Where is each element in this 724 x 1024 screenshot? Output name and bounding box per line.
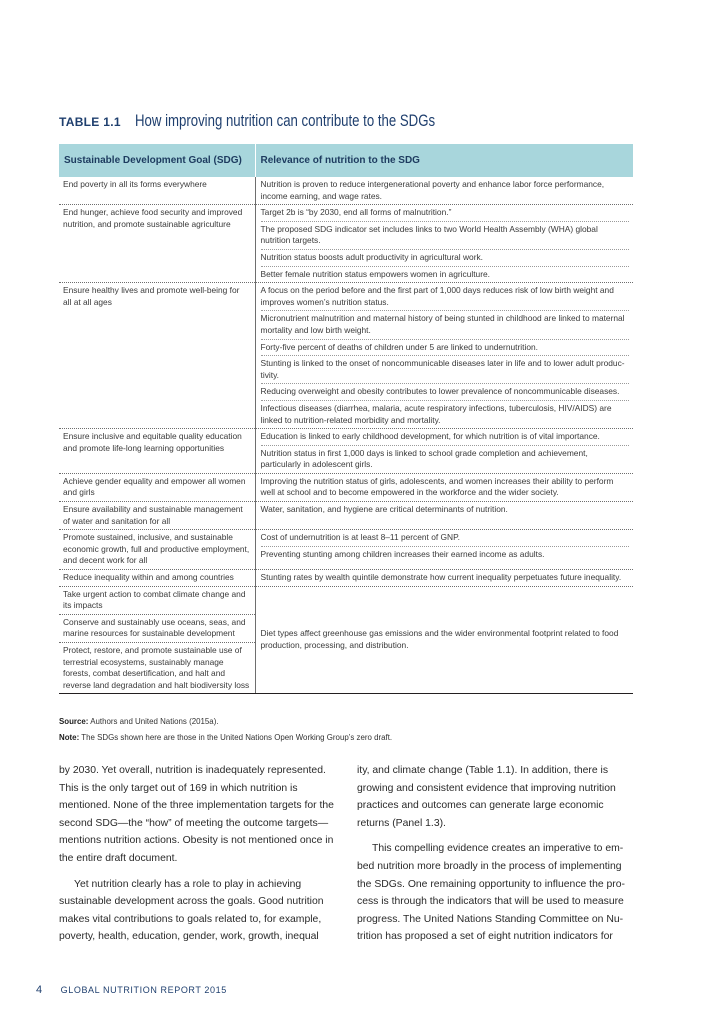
relevance-cell — [255, 570, 633, 587]
goal-cell: Ensure healthy lives and promote well-being for all at all ages — [59, 283, 255, 429]
table-row — [59, 586, 633, 614]
relevance-item: Water, sanitation, and hygiene are critical determinants of nutrition. — [260, 504, 508, 515]
table-row — [59, 429, 633, 474]
col-header-relevance: Relevance of nutrition to the SDG — [255, 144, 633, 177]
relevance-cell — [255, 283, 633, 429]
goal-cell: End hunger, achieve food security and improved nutrition, and promote sustainable agriculture — [59, 205, 255, 283]
table-row — [59, 473, 633, 501]
goal-cell: Protect, restore, and promote sustainable use of terrestrial ecosystems, sustainably manage forests, combat desertification, and halt and reverse land degradation and halt biodiversity loss — [59, 643, 255, 694]
relevance-item: Preventing stunting among children increases their earned income as adults. — [260, 548, 545, 559]
note-text: The SDGs shown here are those in the United Nations Open Working Group’s zero draft. — [79, 732, 393, 742]
relevance-item: Education is linked to early childhood development, for which nutrition is of vital importance. — [261, 429, 630, 446]
relevance-cell — [255, 177, 633, 205]
relevance-item: Stunting is linked to the onset of noncommunicable diseases later in life and to lower adult productivity. — [261, 356, 630, 384]
goal-cell: Promote sustained, inclusive, and sustainable economic growth, full and productive employment, and decent work for all — [59, 530, 255, 570]
table-bottom-rule — [59, 693, 633, 694]
relevance-item: Diet types affect greenhouse gas emissions and the wider environmental footprint related to food production, processing, and distribution. — [260, 628, 619, 650]
report-name: GLOBAL NUTRITION REPORT 2015 — [60, 985, 227, 995]
relevance-cell — [255, 205, 633, 283]
relevance-cell — [255, 473, 633, 501]
goal-cell: Conserve and sustainably use oceans, seas, and marine resources for sustainable development — [59, 614, 255, 642]
body-paragraph: Yet nutrition clearly has a role to play in achieving sustainable development across the goals. Good nutrition makes vital contributions to goals related to, for example, poverty, health, education, gender, work, growth, inequal — [59, 878, 324, 943]
relevance-item: Cost of undernutrition is at least 8–11 percent of GNP. — [261, 530, 630, 547]
table-header-row — [59, 144, 633, 177]
body-column-right — [357, 762, 633, 954]
body-paragraph: ity, and climate change (Table 1.1). In addition, there is growing and consistent evidence that improving nutrition practices and outcomes can generate large economic returns (Panel 1.3). — [357, 765, 616, 829]
table-label: TABLE 1.1 — [59, 115, 121, 129]
goal-cell: End poverty in all its forms everywhere — [59, 177, 255, 205]
relevance-item: Reducing overweight and obesity contributes to lower prevalence of noncommunicable diseases. — [261, 384, 630, 401]
body-paragraph: This compelling evidence creates an imperative to embed nutrition more broadly in the process of implementing the SDGs. One remaining opportunity to influence the process is through the indicators that will be used to measure progress. The United Nations Standing Committee on Nutrition has proposed a set of eight nutrition indicators for — [357, 843, 626, 943]
table-title — [59, 112, 659, 131]
relevance-item: Micronutrient malnutrition and maternal history of being stunted in childhood are linked to maternal mortality and low birth weight. — [261, 311, 630, 339]
relevance-item: Stunting rates by wealth quintile demonstrate how current inequality perpetuates future inequality. — [260, 572, 622, 583]
relevance-item: Target 2b is “by 2030, end all forms of malnutrition.” — [261, 205, 630, 222]
relevance-cell — [255, 502, 633, 530]
note — [59, 732, 593, 742]
table-row — [59, 205, 633, 283]
body-paragraph: by 2030. Yet overall, nutrition is inadequately represented. This is the only target out of 169 in which nutrition is mentioned. None of the three implementation targets for the second SDG—the “how” of meeting the outcome targets—mentions nutrition actions. Obesity is not mentioned once in the entire draft document. — [59, 765, 334, 864]
source-text: Authors and United Nations (2015a). — [88, 716, 219, 726]
relevance-item: The proposed SDG indicator set includes links to two World Health Assembly (WHA) global nutrition targets. — [261, 222, 630, 250]
source-note — [59, 716, 593, 726]
relevance-item: Nutrition status boosts adult productivity in agricultural work. — [261, 250, 630, 267]
relevance-item: Nutrition is proven to reduce intergenerational poverty and enhance labor force performance, income earning, and wage rates. — [260, 179, 605, 201]
goal-cell: Reduce inequality within and among countries — [59, 570, 255, 587]
table-row — [59, 283, 633, 429]
relevance-cell — [255, 586, 633, 693]
goal-cell: Achieve gender equality and empower all women and girls — [59, 473, 255, 501]
body-column-left — [59, 762, 335, 954]
goal-cell: Ensure availability and sustainable management of water and sanitation for all — [59, 502, 255, 530]
table-row — [59, 530, 633, 570]
goal-cell: Ensure inclusive and equitable quality education and promote life-long learning opportunities — [59, 429, 255, 474]
table-row — [59, 177, 633, 205]
sdg-table — [59, 144, 633, 694]
relevance-item: Nutrition status in first 1,000 days is linked to school grade completion and achievement, particularly in adolescent girls. — [260, 447, 588, 470]
source-label: Source: — [59, 716, 89, 726]
relevance-item: Infectious diseases (diarrhea, malaria, acute respiratory infections, tuberculosis, HIV/AIDS) are linked to nutrition-related morbidity and mortality. — [260, 402, 612, 425]
note-label: Note: — [59, 732, 80, 742]
col-header-goal: Sustainable Development Goal (SDG) — [59, 144, 255, 177]
page-footer — [36, 984, 227, 996]
table-row — [59, 570, 633, 587]
table-notes — [59, 716, 639, 748]
relevance-cell — [255, 530, 633, 570]
page-number: 4 — [36, 984, 43, 996]
goal-cell: Take urgent action to combat climate change and its impacts — [59, 586, 255, 614]
relevance-item: Better female nutrition status empowers women in agriculture. — [260, 268, 490, 279]
table-row — [59, 502, 633, 530]
table-heading: How improving nutrition can contribute to the SDGs — [135, 112, 436, 130]
relevance-cell — [255, 429, 633, 474]
relevance-item: A focus on the period before and the first part of 1,000 days reduces risk of low birth weight and improves women’s nutrition status. — [261, 283, 630, 311]
relevance-item: Forty-five percent of deaths of children under 5 are linked to undernutrition. — [261, 340, 630, 357]
relevance-item: Improving the nutrition status of girls, adolescents, and women increases their ability to perform well at school and to become empowered in the workforce and the wider society. — [260, 475, 614, 498]
